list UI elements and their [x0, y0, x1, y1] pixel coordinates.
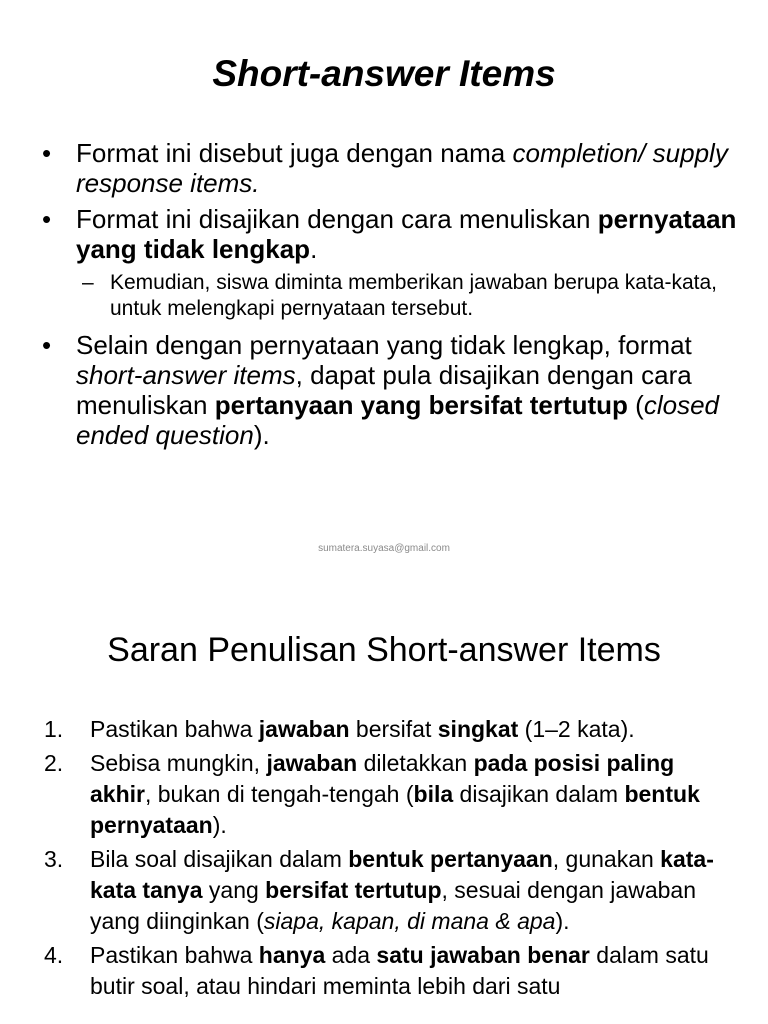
text-segment: Selain dengan pernyataan yang tidak lengkap, format — [76, 330, 692, 360]
text-segment: Format ini disajikan dengan cara menuliskan — [76, 204, 598, 234]
text-segment: ). — [212, 812, 227, 838]
text-segment: , sesuai dengan jawaban yang diinginkan ( — [90, 877, 696, 934]
text-segment-bold: bersifat tertutup — [265, 877, 442, 903]
text-segment: Format ini disebut juga dengan nama — [76, 138, 513, 168]
text-segment: , bukan di tengah-tengah ( — [144, 781, 414, 807]
text-segment-italic: completion/ supply response items. — [76, 138, 728, 198]
text-segment-bold: pada posisi paling akhir — [90, 750, 675, 807]
text-segment: , dapat pula disajikan dengan cara menuliskan — [76, 360, 692, 420]
list-item — [44, 940, 734, 1002]
text-segment: Kemudian, siswa diminta memberikan jawaban berupa kata-kata, untuk melengkapi pernyataan tersebut. — [110, 271, 717, 320]
text-segment-bold: jawaban — [266, 750, 358, 776]
bullet-item — [42, 204, 742, 264]
text-segment-bold: pernyataan yang tidak lengkap — [76, 204, 737, 264]
text-segment: yang — [202, 877, 266, 903]
text-segment: Sebisa mungkin, — [90, 750, 267, 776]
text-segment-bold: bentuk pernyataan — [90, 781, 700, 838]
list-item — [44, 844, 734, 937]
list-number: 1. — [44, 716, 64, 742]
text-segment: ( — [627, 390, 644, 420]
text-segment-italic: short-answer items — [76, 360, 296, 390]
text-segment: . — [310, 234, 318, 264]
text-segment-bold: jawaban — [258, 716, 350, 742]
text-segment-bold: satu jawaban benar — [376, 942, 590, 968]
text-segment-bold: singkat — [437, 716, 519, 742]
text-segment-italic: siapa, kapan, di mana & apa — [263, 908, 556, 934]
text-segment: ). — [555, 908, 570, 934]
text-segment: ada — [325, 942, 377, 968]
slide-title-saran-penulisan: Saran Penulisan Short-answer Items — [107, 631, 661, 669]
bullet-item — [42, 138, 742, 198]
slide-title-short-answer-items: Short-answer Items — [212, 53, 556, 94]
bullet-list — [42, 138, 742, 456]
footer-email: sumatera.suyasa@gmail.com — [318, 543, 450, 554]
numbered-list — [44, 714, 734, 1005]
bullet-marker: • — [42, 330, 52, 360]
text-segment-bold: bentuk pertanyaan — [348, 846, 553, 872]
sub-bullet-marker: – — [82, 271, 94, 294]
text-segment: Pastikan bahwa — [90, 942, 259, 968]
bullet-marker: • — [42, 138, 52, 168]
text-segment-bold: kata-kata tanya — [90, 846, 714, 903]
text-segment-bold: pertanyaan yang bersifat tertutup — [214, 390, 628, 420]
text-segment: (1–2 kata). — [518, 716, 635, 742]
text-segment: , gunakan — [552, 846, 661, 872]
list-number: 2. — [44, 750, 64, 776]
text-segment-italic: closed ended question — [76, 390, 719, 450]
bullet-item — [42, 330, 742, 450]
bullet-marker: • — [42, 204, 52, 234]
sub-bullet-item — [42, 270, 742, 322]
text-segment: bersifat — [349, 716, 438, 742]
text-segment-bold: bila — [413, 781, 454, 807]
text-segment: diletakkan — [357, 750, 474, 776]
text-segment: dalam satu butir soal, atau hindari meminta lebih dari satu — [90, 942, 709, 999]
text-segment: Pastikan bahwa — [90, 716, 259, 742]
text-segment: disajikan dalam — [453, 781, 625, 807]
list-item — [44, 714, 734, 745]
list-number: 3. — [44, 846, 64, 872]
text-segment-bold: hanya — [258, 942, 326, 968]
list-item — [44, 748, 734, 841]
text-segment: ). — [253, 420, 270, 450]
text-segment: Bila soal disajikan dalam — [90, 846, 349, 872]
list-number: 4. — [44, 942, 64, 968]
